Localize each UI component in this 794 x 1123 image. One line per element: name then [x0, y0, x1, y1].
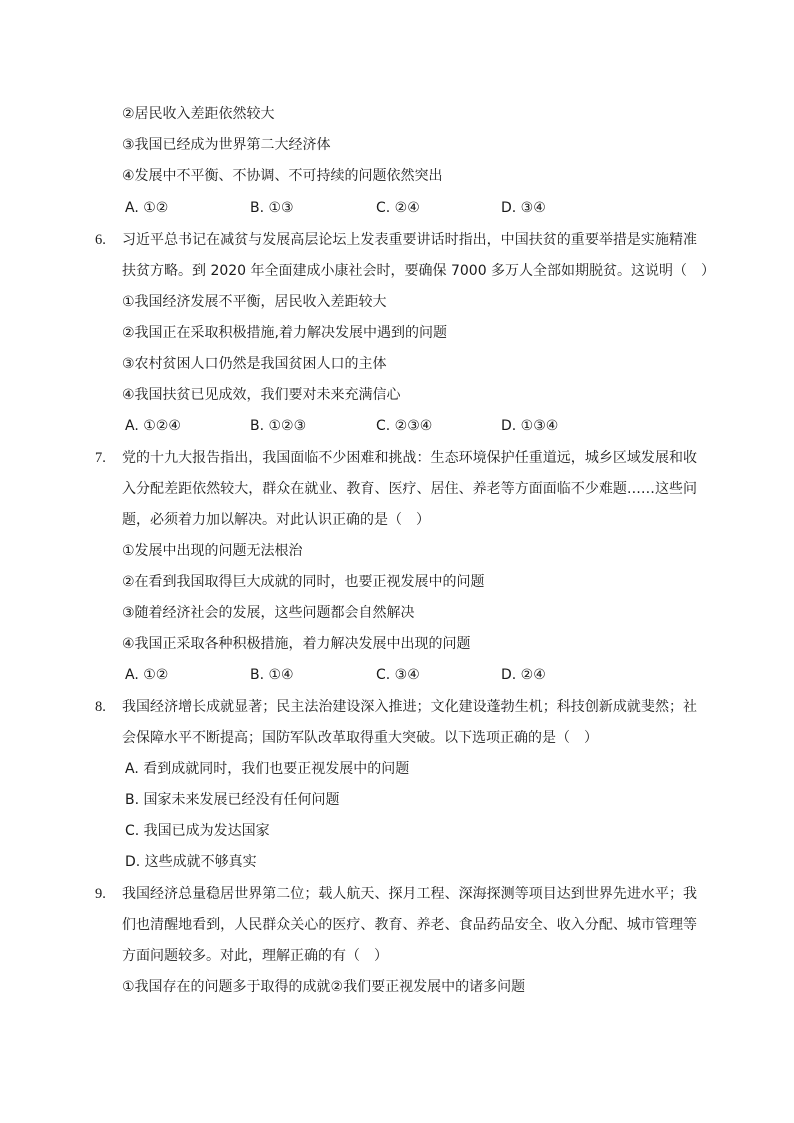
q9-stem-line-2: 们也清醒地看到，人民群众关心的医疗、教育、养老、食品药品安全、收入分配、城市管理等: [122, 917, 697, 933]
q7-item-4: ④我国正采取各种积极措施，着力解决发展中出现的问题: [122, 636, 471, 652]
q5-option-a: A. ①②: [125, 200, 169, 216]
q6-number: 6.: [95, 232, 106, 248]
q6-option-a: A. ①②④: [125, 418, 181, 434]
q7-option-a: A. ①②: [125, 667, 169, 683]
q7-number: 7.: [95, 450, 106, 466]
q5-item-2: ②居民收入差距依然较大: [122, 106, 275, 122]
q9-number: 9.: [95, 886, 106, 902]
q9-item-1-2: ①我国存在的问题多于取得的成就②我们要正视发展中的诸多问题: [122, 979, 526, 995]
q5-option-b: B. ①③: [250, 200, 294, 216]
q7-item-3: ③随着经济社会的发展，这些问题都会自然解决: [122, 605, 415, 621]
q9-stem-line-3: 方面问题较多。对此，理解正确的有（ ）: [122, 948, 388, 964]
q7-stem-line-2: 入分配差距依然较大，群众在就业、教育、医疗、居住、养老等方面面临不少难题……这些问: [122, 481, 697, 497]
q6-option-b: B. ①②③: [250, 418, 307, 434]
q6-stem-line-1: 习近平总书记在减贫与发展高层论坛上发表重要讲话时指出，中国扶贫的重要举措是实施精准: [122, 232, 697, 248]
q5-option-d: D. ③④: [501, 200, 546, 216]
q5-option-c: C. ②④: [376, 200, 420, 216]
q7-stem-line-3: 题，必须着力加以解决。对此认识正确的是（ ）: [122, 512, 430, 528]
q5-item-3: ③我国已经成为世界第二大经济体: [122, 137, 331, 153]
q6-option-c: C. ②③④: [376, 418, 433, 434]
q5-item-4: ④发展中不平衡、不协调、不可持续的问题依然突出: [122, 168, 443, 184]
q7-item-2: ②在看到我国取得巨大成就的同时，也要正视发展中的问题: [122, 574, 485, 590]
q7-option-b: B. ①④: [250, 667, 294, 683]
q8-stem-line-1: 我国经济增长成就显著；民主法治建设深入推进；文化建设蓬勃生机；科技创新成就斐然；社: [122, 699, 697, 715]
q8-stem-line-2: 会保障水平不断提高；国防军队改革取得重大突破。以下选项正确的是（ ）: [122, 730, 598, 746]
q8-number: 8.: [95, 699, 106, 715]
q7-stem-line-1: 党的十九大报告指出，我国面临不少困难和挑战：生态环境保护任重道远，城乡区域发展和收: [122, 450, 697, 466]
q6-option-d: D. ①③④: [501, 418, 559, 434]
q8-option-d: D. 这些成就不够真实: [125, 854, 257, 870]
q9-stem-line-1: 我国经济总量稳居世界第二位；载人航天、探月工程、深海探测等项目达到世界先进水平；我: [122, 886, 697, 902]
q8-option-a: A. 看到成就同时，我们也要正视发展中的问题: [125, 761, 410, 777]
q7-item-1: ①发展中出现的问题无法根治: [122, 543, 303, 559]
q8-option-b: B. 国家未来发展已经没有任何问题: [125, 792, 340, 808]
q6-stem-line-2: 扶贫方略。到 2020 年全面建成小康社会时，要确保 7000 多万人全部如期脱贫。这说明（ ）: [122, 263, 716, 279]
q6-item-3: ③农村贫困人口仍然是我国贫困人口的主体: [122, 356, 387, 372]
q8-option-c: C. 我国已成为发达国家: [125, 823, 270, 839]
q6-item-2: ②我国正在采取积极措施,着力解决发展中遇到的问题: [122, 325, 447, 341]
q6-item-1: ①我国经济发展不平衡，居民收入差距较大: [122, 294, 387, 310]
q7-option-d: D. ②④: [501, 667, 546, 683]
q6-item-4: ④我国扶贫已见成效，我们要对未来充满信心: [122, 387, 401, 403]
q7-option-c: C. ③④: [376, 667, 420, 683]
